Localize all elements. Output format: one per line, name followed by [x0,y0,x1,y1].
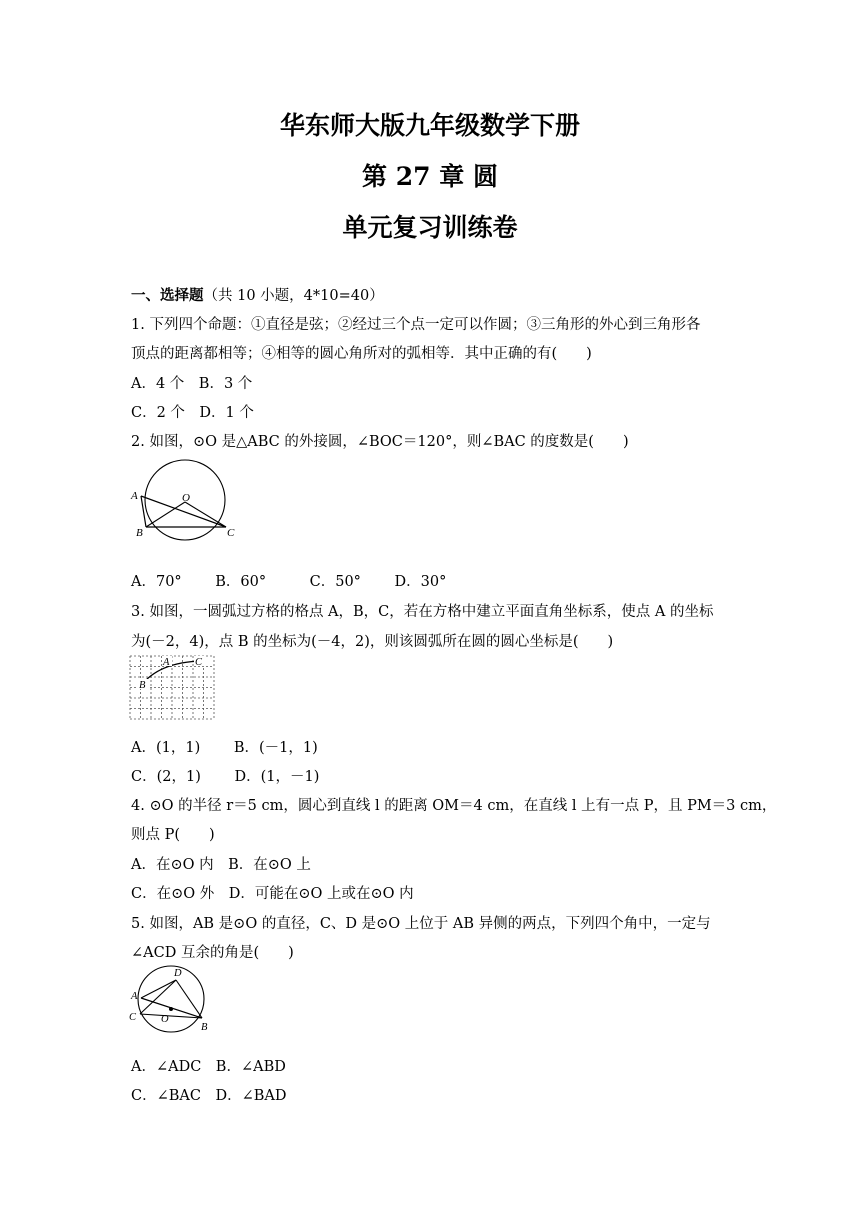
label-d: D [174,968,182,979]
question-3-line-2: 为(－2，4)，点 B 的坐标为(－4，2)，则该圆弧所在圆的圆心坐标是( ) [131,634,614,650]
section-heading [131,284,384,305]
question-3-options-cd: C．(2，1) D．(1，－1) [131,769,320,785]
label-a: A [163,657,170,668]
question-2-figure [128,458,243,543]
question-1-options-ab: A．4 个 B．3 个 [131,376,253,392]
label-b: B [136,527,143,539]
label-o: O [182,492,190,504]
question-4-line-1: 4. ⊙O 的半径 r＝5 cm，圆心到直线 l 的距离 OM＝4 cm，在直线 l 上有一点 P，且 PM＝3 cm， [131,798,777,814]
segment-ad [141,980,176,998]
question-5-options-ab: A．∠ADC B．∠ABD [131,1059,286,1075]
document-subtitle: 单元复习训练卷 [342,213,518,242]
label-o: O [161,1014,169,1025]
question-2-options: A．70° B．60° C．50° D．30° [131,574,447,590]
question-4-options-cd: C．在⊙O 外 D．可能在⊙O 上或在⊙O 内 [131,886,414,902]
question-3-line-1: 3. 如图，一圆弧过方格的格点 A，B，C，若在方格中建立平面直角坐标系，使点 A 的坐标 [131,604,714,620]
question-3-figure [128,654,220,726]
document-title: 华东师大版九年级数学下册 [279,111,580,140]
question-4-line-2: 则点 P( ) [131,827,215,843]
label-c: C [195,657,203,668]
question-3-options-ab: A．(1，1) B．(－1，1) [131,740,318,756]
question-1-line-1: 1. 下列四个命题：①直径是弦；②经过三个点一定可以作圆；③三角形的外心到三角形各 [131,317,701,333]
question-2-line-1: 2. 如图，⊙O 是△ABC 的外接圆，∠BOC＝120°，则∠BAC 的度数是( ) [131,434,629,450]
center-point [169,1007,173,1011]
label-a: A [131,490,138,502]
label-a: A [131,991,138,1002]
label-b: B [139,680,146,691]
section-heading-note: （共 10 小题，4*10=40） [203,288,384,304]
label-c: C [129,1012,137,1023]
label-b: B [201,1022,208,1033]
question-5-figure [128,964,218,1036]
circle-o [138,966,204,1032]
segment-db [176,980,202,1018]
label-c: C [227,527,235,539]
question-4-options-ab: A．在⊙O 内 B．在⊙O 上 [131,857,311,873]
question-5-options-cd: C．∠BAC D．∠BAD [131,1088,287,1104]
section-heading-label: 一、选择题 [131,287,204,304]
question-1-options-cd: C．2 个 D．1 个 [131,405,254,421]
question-5-line-1: 5. 如图，AB 是⊙O 的直径，C、D 是⊙O 上位于 AB 异侧的两点，下列四个角中，一定与 [131,916,711,932]
segment-ob [146,502,185,527]
question-5-line-2: ∠ACD 互余的角是( ) [131,945,294,961]
chapter-title: 第 27 章 圆 [362,162,498,191]
question-1-line-2: 顶点的距离都相等；④相等的圆心角所对的弧相等．其中正确的有( ) [131,346,592,362]
